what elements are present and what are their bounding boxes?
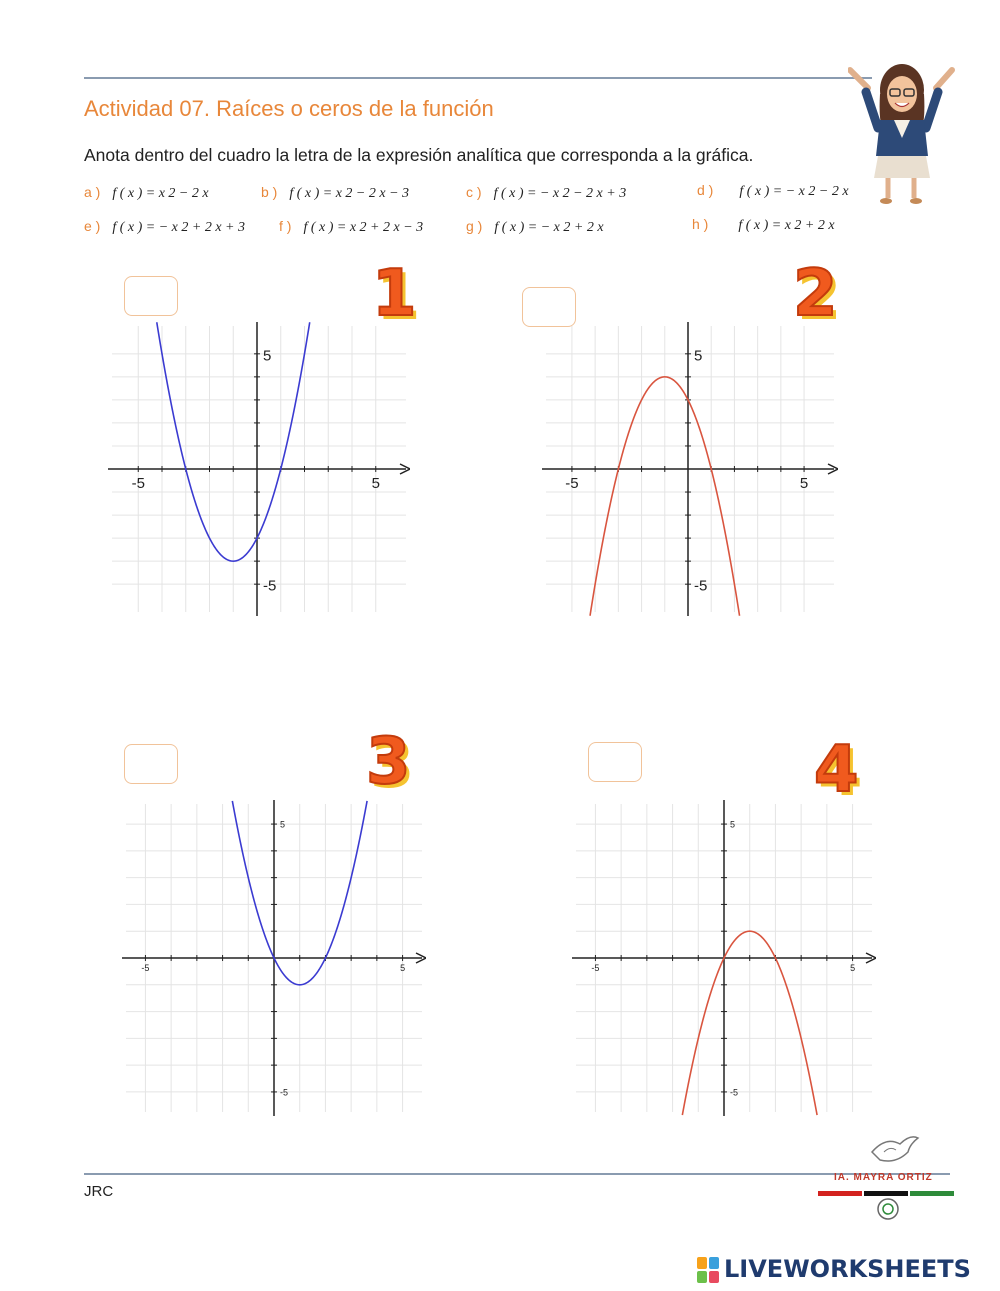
tick-label-x-pos: 5 bbox=[850, 963, 856, 973]
answer-input-2[interactable] bbox=[522, 287, 576, 327]
graph-number-3: 3 bbox=[366, 725, 411, 799]
brand-text: IA. MAYRA ORTIZ bbox=[834, 1172, 933, 1183]
option-d bbox=[697, 182, 849, 200]
option-expression: f ( x ) = − x 2 − 2 x bbox=[739, 184, 849, 199]
graph-4 bbox=[572, 800, 876, 1116]
tick-label-y-neg: -5 bbox=[263, 577, 277, 595]
footer-rule bbox=[84, 1173, 950, 1175]
answer-input-4[interactable] bbox=[588, 742, 642, 782]
graph-number-4: 4 bbox=[814, 733, 859, 807]
tick-label-x-neg: -5 bbox=[131, 475, 145, 492]
option-expression: f ( x ) = − x 2 + 2 x + 3 bbox=[112, 220, 245, 235]
instructions: Anota dentro del cuadro la letra de la expresión analítica que corresponda a la gráfica. bbox=[84, 145, 754, 165]
tick-label-y-neg: -5 bbox=[280, 1087, 289, 1098]
option-expression: f ( x ) = − x 2 + 2 x bbox=[494, 220, 604, 235]
option-b bbox=[261, 184, 409, 202]
option-label: h ) bbox=[692, 216, 709, 232]
option-label: f ) bbox=[279, 218, 292, 234]
graph-number-2: 2 bbox=[793, 257, 838, 331]
answer-input-3[interactable] bbox=[124, 744, 178, 784]
option-expression: f ( x ) = x 2 + 2 x bbox=[738, 218, 835, 233]
option-label: a ) bbox=[84, 184, 101, 200]
graph-number-1: 1 bbox=[372, 257, 417, 331]
dove-logo-icon bbox=[866, 1130, 922, 1170]
seal-icon bbox=[876, 1197, 900, 1221]
tick-label-y-pos: 5 bbox=[280, 819, 286, 830]
option-label: d ) bbox=[697, 182, 714, 198]
option-g bbox=[466, 218, 604, 236]
option-f bbox=[279, 218, 423, 236]
teacher-avatar bbox=[848, 58, 956, 210]
option-expression: f ( x ) = x 2 + 2 x − 3 bbox=[303, 220, 424, 235]
option-label: g ) bbox=[466, 218, 483, 234]
option-c bbox=[466, 184, 626, 202]
option-label: b ) bbox=[261, 184, 278, 200]
tick-label-y-neg: -5 bbox=[694, 577, 708, 595]
option-expression: f ( x ) = − x 2 − 2 x + 3 bbox=[493, 186, 627, 201]
option-label: c ) bbox=[466, 184, 482, 200]
tick-label-x-pos: 5 bbox=[799, 475, 809, 492]
tick-label-x-neg: -5 bbox=[591, 963, 600, 973]
tick-label-x-neg: -5 bbox=[565, 475, 579, 492]
graph-3 bbox=[122, 800, 426, 1116]
answer-input-1[interactable] bbox=[124, 276, 178, 316]
liveworksheets-wordmark: LIVEWORKSHEETS bbox=[724, 1255, 971, 1283]
header-rule bbox=[84, 77, 872, 79]
option-expression: f ( x ) = x 2 − 2 x − 3 bbox=[289, 186, 410, 201]
graph-1 bbox=[108, 322, 410, 616]
option-expression: f ( x ) = x 2 − 2 x bbox=[112, 186, 209, 201]
tick-label-y-pos: 5 bbox=[694, 347, 703, 365]
tick-label-x-pos: 5 bbox=[371, 475, 380, 492]
tick-label-y-neg: -5 bbox=[730, 1087, 739, 1098]
tick-label-y-pos: 5 bbox=[263, 347, 272, 365]
graph-2 bbox=[542, 322, 838, 616]
option-label: e ) bbox=[84, 218, 101, 234]
tick-label-y-pos: 5 bbox=[730, 819, 736, 830]
tick-label-x-pos: 5 bbox=[400, 963, 406, 973]
option-e bbox=[84, 218, 245, 236]
footer-left-text: JRC bbox=[84, 1183, 114, 1200]
tick-label-x-neg: -5 bbox=[141, 963, 150, 973]
page-title: Actividad 07. Raíces o ceros de la función bbox=[84, 96, 494, 121]
liveworksheets-logo-icon bbox=[697, 1257, 719, 1283]
option-a bbox=[84, 184, 209, 202]
option-h bbox=[692, 216, 835, 234]
brand-stripe bbox=[818, 1191, 954, 1196]
